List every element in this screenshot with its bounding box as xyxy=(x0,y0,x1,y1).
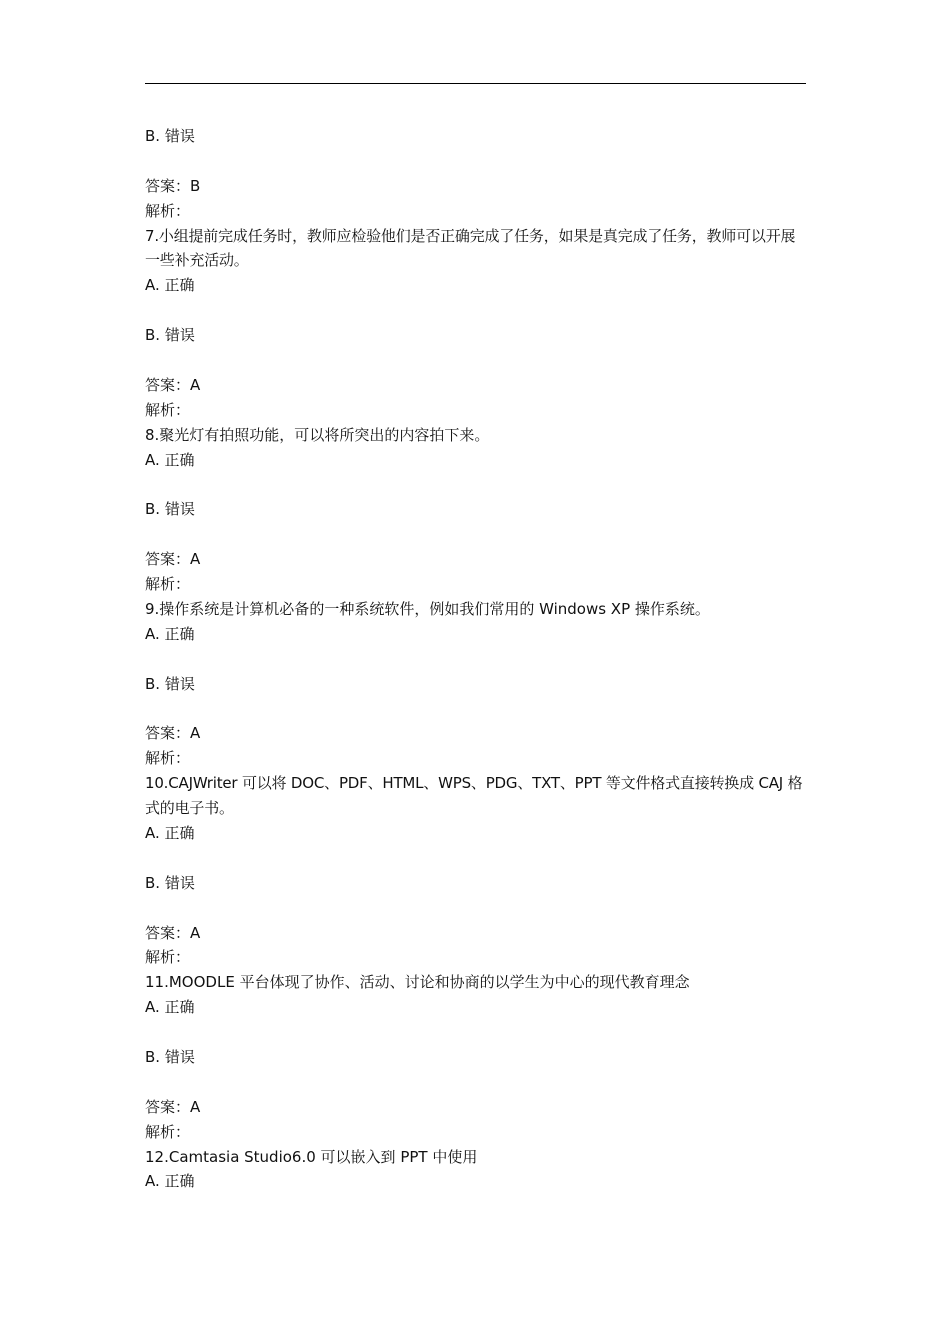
option-b: B. 错误 xyxy=(145,500,195,519)
option-b: B. 错误 xyxy=(145,674,195,693)
analysis: 解析： xyxy=(145,201,191,220)
question-text: 12.Camtasia Studio6.0 可以嵌入到 PPT 中使用 xyxy=(145,1147,478,1166)
blank-line xyxy=(145,697,810,722)
question-11 xyxy=(145,970,810,1144)
question-text: 9.操作系统是计算机必备的一种系统软件，例如我们常用的 Windows XP 操作系统。 xyxy=(145,599,710,618)
option-a: A. 正确 xyxy=(145,276,195,295)
blank-line xyxy=(145,1070,810,1095)
question-10 xyxy=(145,771,810,970)
question-9 xyxy=(145,597,810,771)
blank-line xyxy=(145,896,810,921)
blank-line xyxy=(145,149,810,174)
question-text: 7.小组提前完成任务时，教师应检验他们是否正确完成了任务，如果是真完成了任务，教师可以开展一些补充活动。 xyxy=(145,226,796,270)
answer: 答案：B xyxy=(145,176,201,195)
question-8 xyxy=(145,423,810,597)
analysis: 解析： xyxy=(145,400,191,419)
document-body xyxy=(145,124,810,1194)
option-a: A. 正确 xyxy=(145,624,195,643)
question-text: 10.CAJWriter 可以将 DOC、PDF、HTML、WPS、PDG、TXT、PPT 等文件格式直接转换成 CAJ 格式的电子书。 xyxy=(145,774,803,818)
blank-line xyxy=(145,522,810,547)
option-a: A. 正确 xyxy=(145,450,195,469)
answer: 答案：A xyxy=(145,550,201,569)
answer: 答案：A xyxy=(145,923,201,942)
option-b: B. 错误 xyxy=(145,127,195,145)
question-text: 11.MOODLE 平台体现了协作、活动、讨论和协商的以学生为中心的现代教育理念 xyxy=(145,973,690,992)
option-a: A. 正确 xyxy=(145,998,195,1017)
answer: 答案：A xyxy=(145,375,201,394)
answer: 答案：A xyxy=(145,1097,201,1116)
blank-line xyxy=(145,348,810,373)
blank-line xyxy=(145,298,810,323)
analysis: 解析： xyxy=(145,749,191,768)
blank-line xyxy=(145,473,810,498)
blank-line xyxy=(145,846,810,871)
question-7 xyxy=(145,224,810,423)
option-a: A. 正确 xyxy=(145,1172,195,1191)
answer: 答案：A xyxy=(145,724,201,743)
option-b: B. 错误 xyxy=(145,1048,195,1067)
option-b: B. 错误 xyxy=(145,873,195,892)
blank-line xyxy=(145,1020,810,1045)
option-a: A. 正确 xyxy=(145,824,195,842)
analysis: 解析： xyxy=(145,575,191,594)
question-12 xyxy=(145,1145,810,1195)
option-b: B. 错误 xyxy=(145,326,195,345)
question-6-tail xyxy=(145,124,810,224)
blank-line xyxy=(145,647,810,672)
analysis: 解析： xyxy=(145,948,191,967)
question-text: 8.聚光灯有拍照功能，可以将所突出的内容拍下来。 xyxy=(145,425,490,444)
analysis: 解析： xyxy=(145,1122,191,1141)
header-rule xyxy=(145,83,806,84)
